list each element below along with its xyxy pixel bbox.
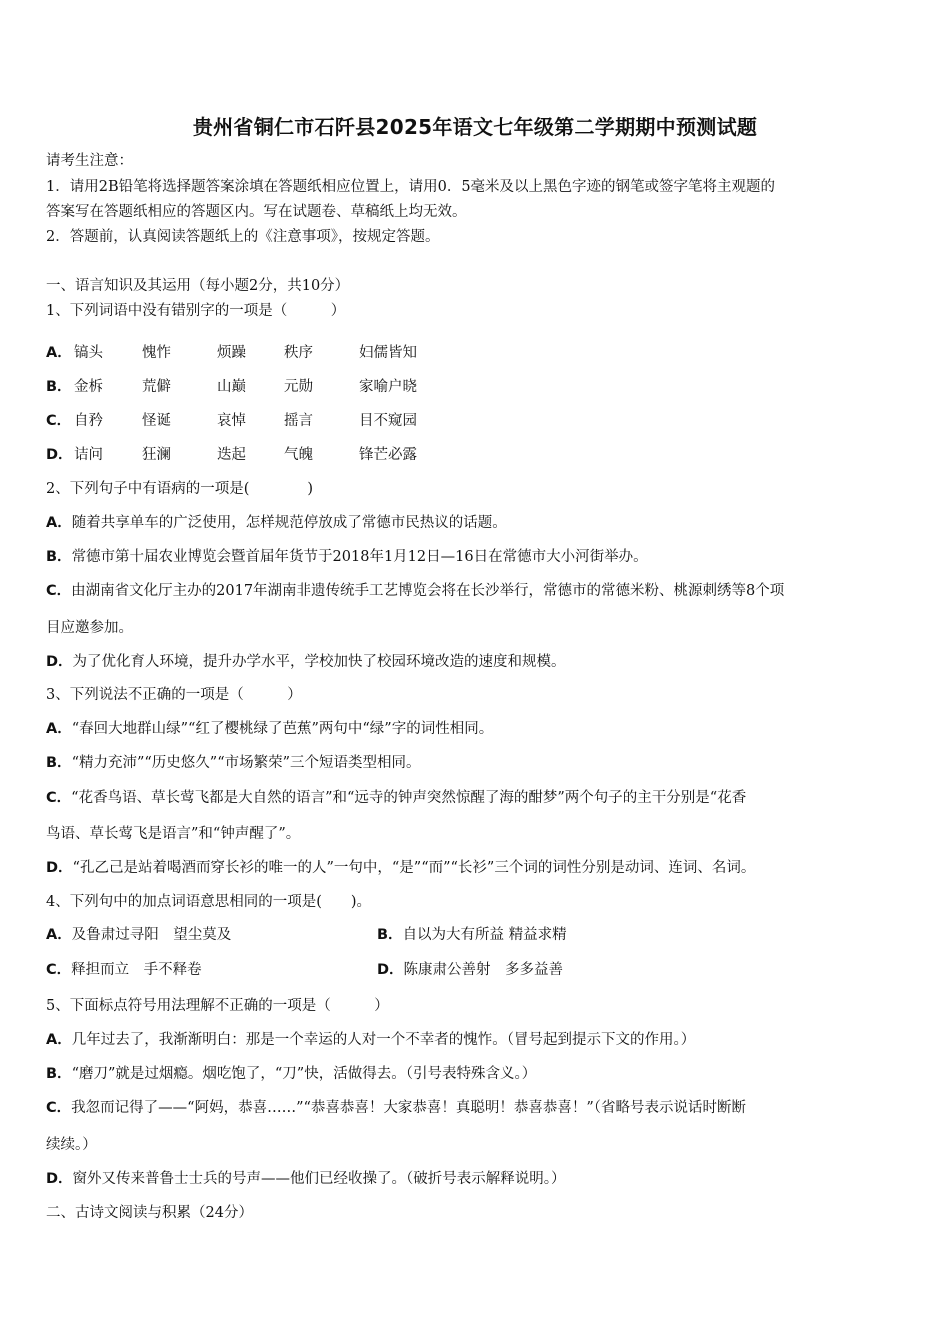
q1-b-word-5: 家喻户晓 (359, 379, 417, 395)
q3-c-text: “花香鸟语、草长莺飞都是大自然的语言”和“远寺的钟声突然惊醒了海的酣梦”两个句子的主干分别是“花香 (71, 790, 747, 806)
q1-c-word-2: 怪诞 (142, 413, 171, 429)
q1-b-word-1: 金柝 (74, 379, 103, 395)
q2-stem: 2、下列句子中有语病的一项是( ) (46, 481, 314, 497)
q3-d-text: “孔乙己是站着喝酒而穿长衫的唯一的人”一句中，“是”“而”“长衫”三个词的词性分别是动词、连词、名词。 (72, 860, 756, 876)
notice-line-2: 2．答题前，认真阅读答题纸上的《注意事项》，按规定答题。 (46, 229, 440, 245)
q1-b-word-2: 荒僻 (142, 379, 171, 395)
q2-b-text: 常德市第十届农业博览会暨首届年货节于2018年1月12日—16日在常德市大小河街举办。 (71, 549, 648, 565)
q3-option-d: D．“孔乙己是站着喝酒而穿长衫的唯一的人”一句中，“是”“而”“长衫”三个词的词性分别是动词、连词、名词。 (46, 860, 756, 876)
q1-b-word-3: 山巅 (217, 379, 246, 395)
q2-option-c-cont: 目应邀参加。 (46, 620, 133, 636)
q1-a-letter: A． (46, 345, 72, 361)
q5-option-b: B．“磨刀”就是过烟瘾。烟吃饱了，“刀”快，活做得去。（引号表特殊含义。） (46, 1066, 537, 1082)
q1-d-letter: D． (46, 447, 73, 463)
q5-b-text: “磨刀”就是过烟瘾。烟吃饱了，“刀”快，活做得去。（引号表特殊含义。） (71, 1066, 537, 1082)
q3-a-text: “春回大地群山绿”“红了樱桃绿了芭蕉”两句中“绿”字的词性相同。 (71, 721, 494, 737)
q3-option-c: C．“花香鸟语、草长莺飞都是大自然的语言”和“远寺的钟声突然惊醒了海的酣梦”两个句子的主干分别是“花香 (46, 790, 747, 806)
q2-option-b: B．常德市第十届农业博览会暨首届年货节于2018年1月12日—16日在常德市大小河街举办。 (46, 549, 648, 565)
q4-option-a: A．及鲁肃过寻阳 望尘莫及 (46, 927, 232, 943)
q1-a-word-4: 秩序 (284, 345, 313, 361)
q3-stem: 3、下列说法不正确的一项是（ ） (46, 687, 302, 703)
notice-line-1b: 答案写在答题纸相应的答题区内。写在试题卷、草稿纸上均无效。 (46, 204, 467, 220)
q3-option-b: B．“精力充沛”“历史悠久”“市场繁荣”三个短语类型相同。 (46, 755, 421, 771)
q3-b-text: “精力充沛”“历史悠久”“市场繁荣”三个短语类型相同。 (71, 755, 421, 771)
q5-option-c: C．我忽而记得了——“阿妈，恭喜……”“恭喜恭喜！大家恭喜！真聪明！恭喜恭喜！”（省略号表示说话时断断 (46, 1100, 747, 1116)
q1-c-word-1: 自矜 (74, 413, 103, 429)
q4-option-d: D．陈康肃公善射 多多益善 (377, 962, 564, 978)
q2-c-text: 由湖南省文化厅主办的2017年湖南非遗传统手工艺博览会将在长沙举行，常德市的常德米粉、桃源刺绣等8个项 (71, 583, 785, 599)
section-1-heading: 一、语言知识及其运用（每小题2分，共10分） (46, 278, 350, 294)
q1-c-letter: C． (46, 413, 72, 429)
q1-a-word-3: 烦躁 (217, 345, 246, 361)
q5-option-a: A．几年过去了，我渐渐明白：那是一个幸运的人对一个不幸者的愧怍。（冒号起到提示下文的作用。） (46, 1032, 696, 1048)
q1-a-word-5: 妇儒皆知 (359, 345, 417, 361)
q1-stem: 1、下列词语中没有错别字的一项是（ ） (46, 303, 346, 319)
q1-a-word-1: 镐头 (74, 345, 103, 361)
q1-d-word-2: 狂澜 (142, 447, 171, 463)
q5-c-text: 我忽而记得了——“阿妈，恭喜……”“恭喜恭喜！大家恭喜！真聪明！恭喜恭喜！”（省略号表示说话时断断 (71, 1100, 747, 1116)
q4-stem: 4、下列句中的加点词语意思相同的一项是( )。 (46, 894, 372, 910)
q1-b-word-4: 元勋 (284, 379, 313, 395)
q5-option-d: D．窗外又传来普鲁士士兵的号声——他们已经收操了。（破折号表示解释说明。） (46, 1171, 566, 1187)
q1-d-word-4: 气魄 (284, 447, 313, 463)
q4-a-text: 及鲁肃过寻阳 望尘莫及 (71, 927, 232, 943)
q5-a-text: 几年过去了，我渐渐明白：那是一个幸运的人对一个不幸者的愧怍。（冒号起到提示下文的作用。） (71, 1032, 696, 1048)
exam-title: 贵州省铜仁市石阡县2025年语文七年级第二学期期中预测试题 (192, 115, 758, 139)
notice-heading: 请考生注意： (46, 153, 133, 169)
q5-option-c-cont: 续续。） (46, 1137, 97, 1153)
q3-option-a: A．“春回大地群山绿”“红了樱桃绿了芭蕉”两句中“绿”字的词性相同。 (46, 721, 494, 737)
q4-b-text: 自以为大有所益 精益求精 (402, 927, 567, 943)
q2-option-a: A．随着共享单车的广泛使用，怎样规范停放成了常德市民热议的话题。 (46, 515, 507, 531)
q4-d-text: 陈康肃公善射 多多益善 (403, 962, 564, 978)
section-2-heading: 二、古诗文阅读与积累（24分） (46, 1205, 253, 1221)
q1-c-word-4: 摇言 (284, 413, 313, 429)
q1-c-word-5: 目不窥园 (359, 413, 417, 429)
q1-d-word-5: 锋芒必露 (359, 447, 417, 463)
q2-option-d: D．为了优化育人环境，提升办学水平，学校加快了校园环境改造的速度和规模。 (46, 654, 566, 670)
q1-b-letter: B． (46, 379, 72, 395)
q2-a-text: 随着共享单车的广泛使用，怎样规范停放成了常德市民热议的话题。 (71, 515, 507, 531)
q4-option-c: C．释担而立 手不释卷 (46, 962, 202, 978)
q1-d-word-3: 迭起 (217, 447, 246, 463)
q2-d-text: 为了优化育人环境，提升办学水平，学校加快了校园环境改造的速度和规模。 (72, 654, 566, 670)
notice-line-1a: 1．请用2B铅笔将选择题答案涂填在答题纸相应位置上，请用0．5毫米及以上黑色字迹的钢笔或签字笔将主观题的 (46, 179, 776, 195)
q5-d-text: 窗外又传来普鲁士士兵的号声——他们已经收操了。（破折号表示解释说明。） (72, 1171, 566, 1187)
q1-c-word-3: 哀悼 (217, 413, 246, 429)
q1-a-word-2: 愧怍 (142, 345, 171, 361)
q3-option-c-cont: 鸟语、草长莺飞是语言”和“钟声醒了”。 (46, 826, 301, 842)
q4-c-text: 释担而立 手不释卷 (71, 962, 202, 978)
q5-stem: 5、下面标点符号用法理解不正确的一项是（ ） (46, 998, 389, 1014)
q2-option-c: C．由湖南省文化厅主办的2017年湖南非遗传统手工艺博览会将在长沙举行，常德市的常德米粉、桃源刺绣等8个项 (46, 583, 785, 599)
q1-d-word-1: 诘问 (74, 447, 103, 463)
q4-option-b: B．自以为大有所益 精益求精 (377, 927, 567, 943)
